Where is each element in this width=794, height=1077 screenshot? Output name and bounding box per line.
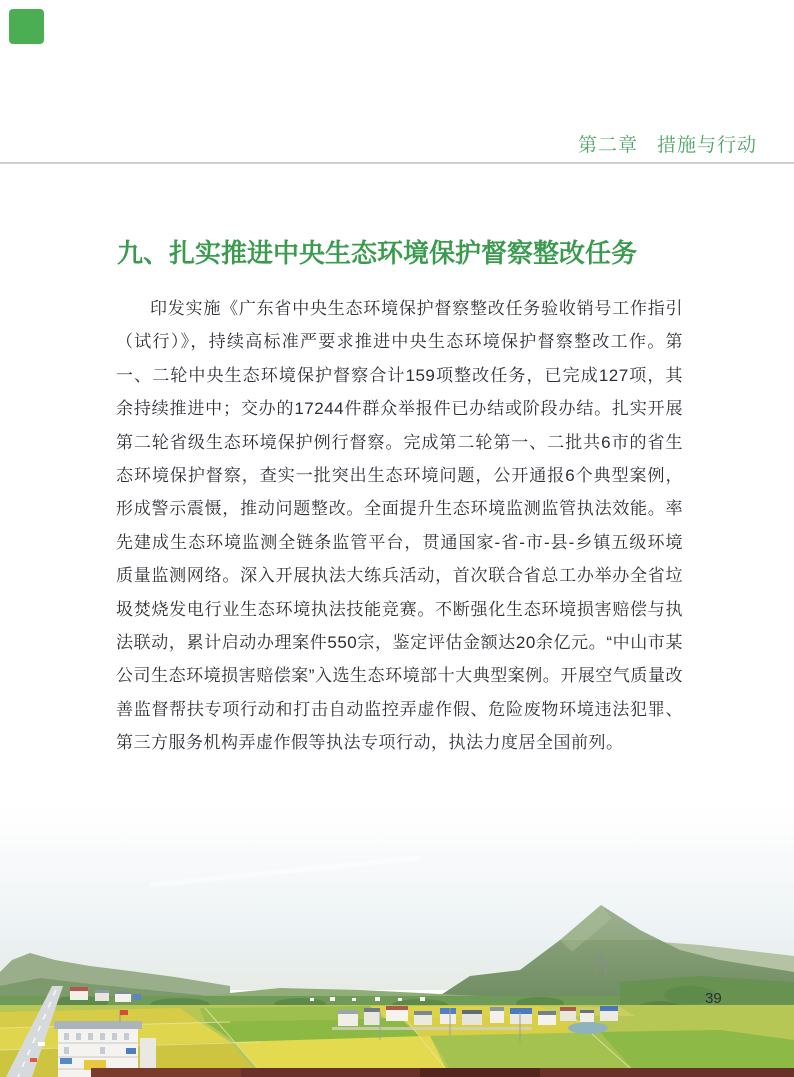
corner-accent-square [9, 9, 44, 44]
section-title: 九、扎实推进中央生态环境保护督察整改任务 [117, 239, 638, 268]
chapter-label: 第二章 [577, 135, 638, 156]
header-divider-line [0, 162, 794, 164]
chapter-header [578, 130, 757, 157]
photo-pond [568, 1022, 608, 1034]
landscape-photo [0, 790, 794, 1077]
page-number: 39 [705, 990, 722, 1007]
chapter-section-label: 措施与行动 [656, 135, 757, 156]
body-paragraph: 印发实施《广东省中央生态环境保护督察整改任务验收销号工作指引（试行）》，持续高标准严要求推进中央生态环境保护督察整改工作。第一、二轮中央生态环境保护督察合计159项整改任务，已完成127项，其余持续推进中；交办的17244件群众举报件已办结或阶段办结。扎实开展第二轮省级生态环境保护例行督察。完成第二轮第一、二批共6市的省生态环境保护督察，查实一批突出生态环境问题，公开通报6个典型案例，形成警示震慑，推动问题整改。全面提升生态环境监测监管执法效能。率先建成生态环境监测全链条监管平台，贯通国家-省-市-县-乡镇五级环境质量监测网络。深入开展执法大练兵活动，首次联合省总工办举办全省垃圾焚烧发电行业生态环境执法技能竞赛。不断强化生态环境损害赔偿与执法联动，累计启动办理案件550宗，鉴定评估金额达20余亿元。“中山市某公司生态环境损害赔偿案”入选生态环境部十大典型案例。开展空气质量改善监督帮扶专项行动和打击自动监控弄虚作假、危险废物环境违法犯罪、第三方服务机构弄虚作假等执法专项行动，执法力度居全国前列。 [116, 299, 684, 753]
